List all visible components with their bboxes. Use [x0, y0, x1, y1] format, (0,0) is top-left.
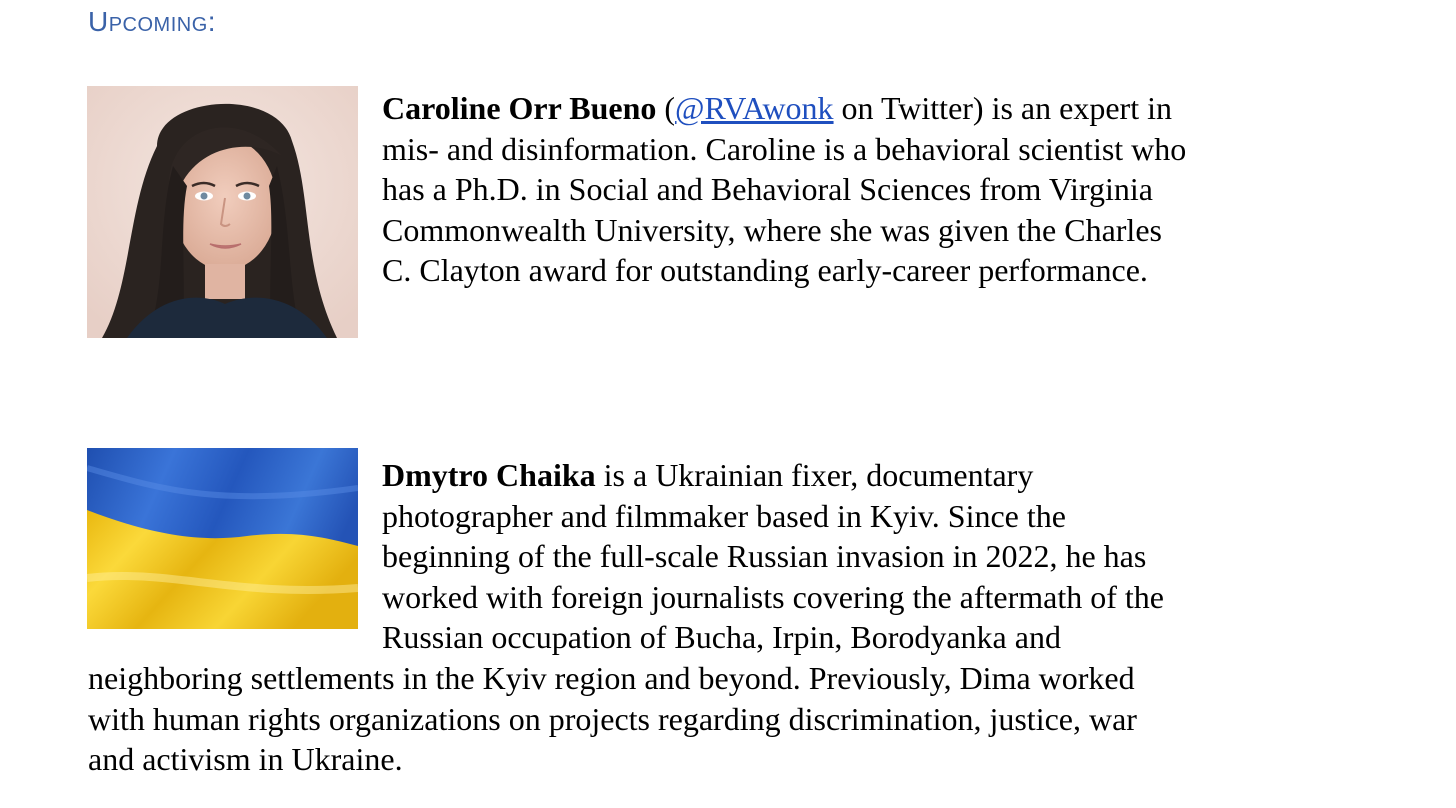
- section-heading: Upcoming:: [88, 6, 217, 37]
- dmytro-chaika-bio: Dmytro Chaika is a Ukrainian fixer, documentary photographer and filmmaker based in Kyiv. Since the beginning of the full-scale Russian invasion in 2022, he has worked with foreign journalists covering the aftermath of the Russian occupation of Bucha, Irpin, Borodyanka and neighboring settlements in the Kyiv region and beyond. Previously, Dima worked with human rights organizations on projects regarding discrimination, justice, war and activism in Ukraine.: [88, 457, 1164, 778]
- caroline-orr-bueno-bio: Caroline Orr Bueno (@RVAwonk on Twitter) is an expert in mis- and disinformation. Caroline is a behavioral scientist who has a Ph.D. in Social and Behavioral Sciences from Virginia Commonwealth University, where she was given the Charles C. Clayton award for outstanding early-career performance.: [382, 90, 1187, 289]
- caroline-orr-bueno-photo: [87, 86, 358, 338]
- person-name: Dmytro Chaika: [382, 457, 596, 493]
- twitter-handle-link[interactable]: @RVAwonk: [675, 90, 834, 126]
- person-name: Caroline Orr Bueno: [382, 90, 657, 126]
